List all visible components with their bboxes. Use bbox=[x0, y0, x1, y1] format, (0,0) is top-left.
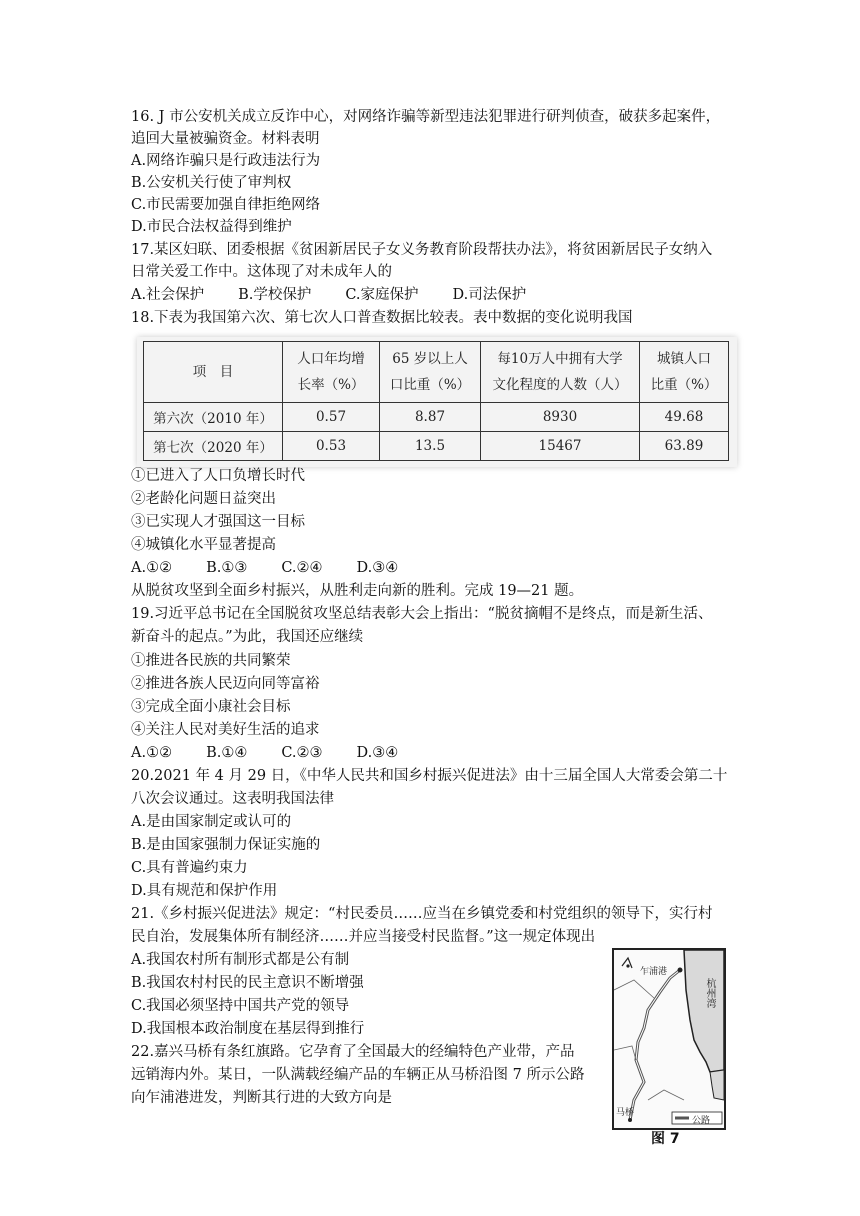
header-university-l1: 每10万人中拥有大学 bbox=[497, 351, 623, 367]
q19-item-1: ①推进各民族的共同繁荣 bbox=[131, 653, 291, 669]
q19-item-3: ③完成全面小康社会目标 bbox=[131, 699, 291, 715]
q21-option-b: B.我国农村村民的民主意识不断增强 bbox=[131, 975, 364, 991]
q16-option-b: B.公安机关行使了审判权 bbox=[131, 175, 292, 191]
q19-item-2: ②推进各族人民迈向同等富裕 bbox=[131, 676, 320, 692]
q17-option-a: A.社会保护 bbox=[131, 287, 205, 303]
sea-area-lower bbox=[710, 1070, 724, 1100]
q18-item-4: ④城镇化水平显著提高 bbox=[131, 537, 276, 553]
q21-option-d: D.我国根本政治制度在基层得到推行 bbox=[131, 1021, 365, 1037]
header-elderly-l1: 65 岁以上人 bbox=[392, 351, 468, 367]
q17-options bbox=[131, 284, 560, 306]
q20-option-c: C.具有普遍约束力 bbox=[131, 860, 248, 876]
map-label-start: 马桥 bbox=[616, 1108, 635, 1118]
intro-19-21: 从脱贫攻坚到全面乡村振兴，从胜利走向新的胜利。完成 19—21 题。 bbox=[131, 583, 584, 599]
census-table-image bbox=[137, 337, 737, 467]
table-cell: 第七次（2020 年） bbox=[144, 432, 283, 461]
header-item bbox=[144, 342, 283, 403]
q19-item-4: ④关注人民对美好生活的追求 bbox=[131, 722, 320, 738]
header-university bbox=[481, 342, 640, 403]
header-growth-l2: 长率（%） bbox=[297, 377, 365, 393]
q17-option-b: B.学校保护 bbox=[238, 287, 312, 303]
q18-item-3: ③已实现人才强国这一目标 bbox=[131, 514, 305, 530]
table-cell: 63.89 bbox=[640, 432, 729, 461]
header-urban-l1: 城镇人口 bbox=[657, 351, 711, 367]
q17-option-c: C.家庭保护 bbox=[345, 287, 419, 303]
q16-option-d: D.市民合法权益得到维护 bbox=[131, 219, 292, 235]
q18-stem: 18.下表为我国第六次、第七次人口普查数据比较表。表中数据的变化说明我国 bbox=[131, 310, 633, 326]
q20-stem-line1: 20.2021 年 4 月 29 日，《中华人民共和国乡村振兴促进法》由十三届全国人大常委会第二十 bbox=[131, 768, 728, 784]
q19-option-a: A.①② bbox=[131, 745, 173, 761]
table-cell: 0.53 bbox=[283, 432, 380, 461]
q22-stem-line3: 向乍浦港进发，判断其行进的大致方向是 bbox=[131, 1090, 392, 1106]
map-drawing bbox=[614, 950, 724, 1128]
q18-option-b: B.①③ bbox=[206, 560, 248, 576]
header-urban-l2: 比重（%） bbox=[650, 377, 718, 393]
q20-option-a: A.是由国家制定或认可的 bbox=[131, 814, 292, 830]
q22-stem-line1: 22.嘉兴马桥有条红旗路。它孕育了全国最大的经编特色产业带，产品 bbox=[131, 1044, 575, 1060]
sea-area bbox=[684, 950, 724, 1072]
q19-option-c: C.②③ bbox=[281, 745, 323, 761]
q19-options bbox=[131, 742, 432, 764]
q18-item-1: ①已进入了人口负增长时代 bbox=[131, 468, 305, 484]
q22-stem-line2: 远销海内外。某日，一队满载经编产品的车辆正从马桥沿图 7 所示公路 bbox=[131, 1067, 585, 1083]
q16-option-a: A.网络诈骗只是行政违法行为 bbox=[131, 153, 321, 169]
q21-stem-line1: 21.《乡村振兴促进法》规定：“村民委员……应当在乡镇党委和村党组织的领导下，实行村 bbox=[131, 906, 713, 922]
table-cell: 8930 bbox=[481, 403, 640, 432]
q18-options bbox=[131, 557, 432, 579]
table-cell: 15467 bbox=[481, 432, 640, 461]
q17-stem-line1: 17.某区妇联、团委根据《贫困新居民子女义务教育阶段帮扶办法》，将贫困新居民子女纳入 bbox=[131, 242, 713, 258]
q21-option-c: C.我国必须坚持中国共产党的领导 bbox=[131, 998, 350, 1014]
table-cell: 0.57 bbox=[283, 403, 380, 432]
q20-stem-line2: 八次会议通过。这表明我国法律 bbox=[131, 791, 334, 807]
q18-option-a: A.①② bbox=[131, 560, 173, 576]
header-growth bbox=[283, 342, 380, 403]
q18-item-2: ②老龄化问题日益突出 bbox=[131, 491, 276, 507]
header-elderly bbox=[380, 342, 481, 403]
q19-option-d: D.③④ bbox=[356, 745, 399, 761]
census-table bbox=[143, 341, 729, 461]
q21-stem-line2: 民自治，发展集体所有制经济……并应当接受村民监督。”这一规定体现出 bbox=[131, 929, 596, 945]
map-label-bay: 杭州湾 bbox=[704, 978, 715, 1008]
q16-stem-line2: 追回大量被骗资金。材料表明 bbox=[131, 131, 320, 147]
figure-7-map bbox=[612, 948, 726, 1130]
q20-option-d: D.具有规范和保护作用 bbox=[131, 883, 278, 899]
q19-option-b: B.①④ bbox=[206, 745, 248, 761]
table-header-row bbox=[144, 342, 729, 403]
q20-option-b: B.是由国家强制力保证实施的 bbox=[131, 837, 321, 853]
header-university-l2: 文化程度的人数（人） bbox=[492, 377, 628, 393]
q17-stem-line2: 日常关爱工作中。这体现了对未成年人的 bbox=[131, 264, 392, 280]
header-elderly-l2: 口比重（%） bbox=[389, 377, 471, 393]
map-label-port: 乍浦港 bbox=[640, 967, 668, 977]
q16-option-c: C.市民需要加强自律拒绝网络 bbox=[131, 197, 321, 213]
q18-option-d: D.③④ bbox=[356, 560, 399, 576]
table-cell: 49.68 bbox=[640, 403, 729, 432]
table-cell: 8.87 bbox=[380, 403, 481, 432]
header-urban bbox=[640, 342, 729, 403]
q21-option-a: A.我国农村所有制形式都是公有制 bbox=[131, 952, 350, 968]
q18-option-c: C.②④ bbox=[281, 560, 323, 576]
header-growth-l1: 人口年均增 bbox=[297, 351, 365, 367]
q19-stem-line1: 19.习近平总书记在全国脱贫攻坚总结表彰大会上指出：“脱贫摘帽不是终点，而是新生活、 bbox=[131, 606, 713, 622]
table-cell: 13.5 bbox=[380, 432, 481, 461]
table-cell: 第六次（2010 年） bbox=[144, 403, 283, 432]
table-row bbox=[144, 432, 729, 461]
q17-option-d: D.司法保护 bbox=[452, 287, 527, 303]
start-marker bbox=[628, 1118, 632, 1122]
port-marker bbox=[678, 968, 683, 973]
q19-stem-line2: 新奋斗的起点。”为此，我国还应继续 bbox=[131, 629, 364, 645]
figure-caption: 图 7 bbox=[651, 1131, 680, 1147]
map-legend-label: 公路 bbox=[692, 1116, 711, 1126]
header-item-text: 项 目 bbox=[192, 364, 234, 380]
q16-stem-line1: 16. J 市公安机关成立反诈中心，对网络诈骗等新型违法犯罪进行研判侦查，破获多起案件， bbox=[131, 109, 721, 125]
table-row bbox=[144, 403, 729, 432]
